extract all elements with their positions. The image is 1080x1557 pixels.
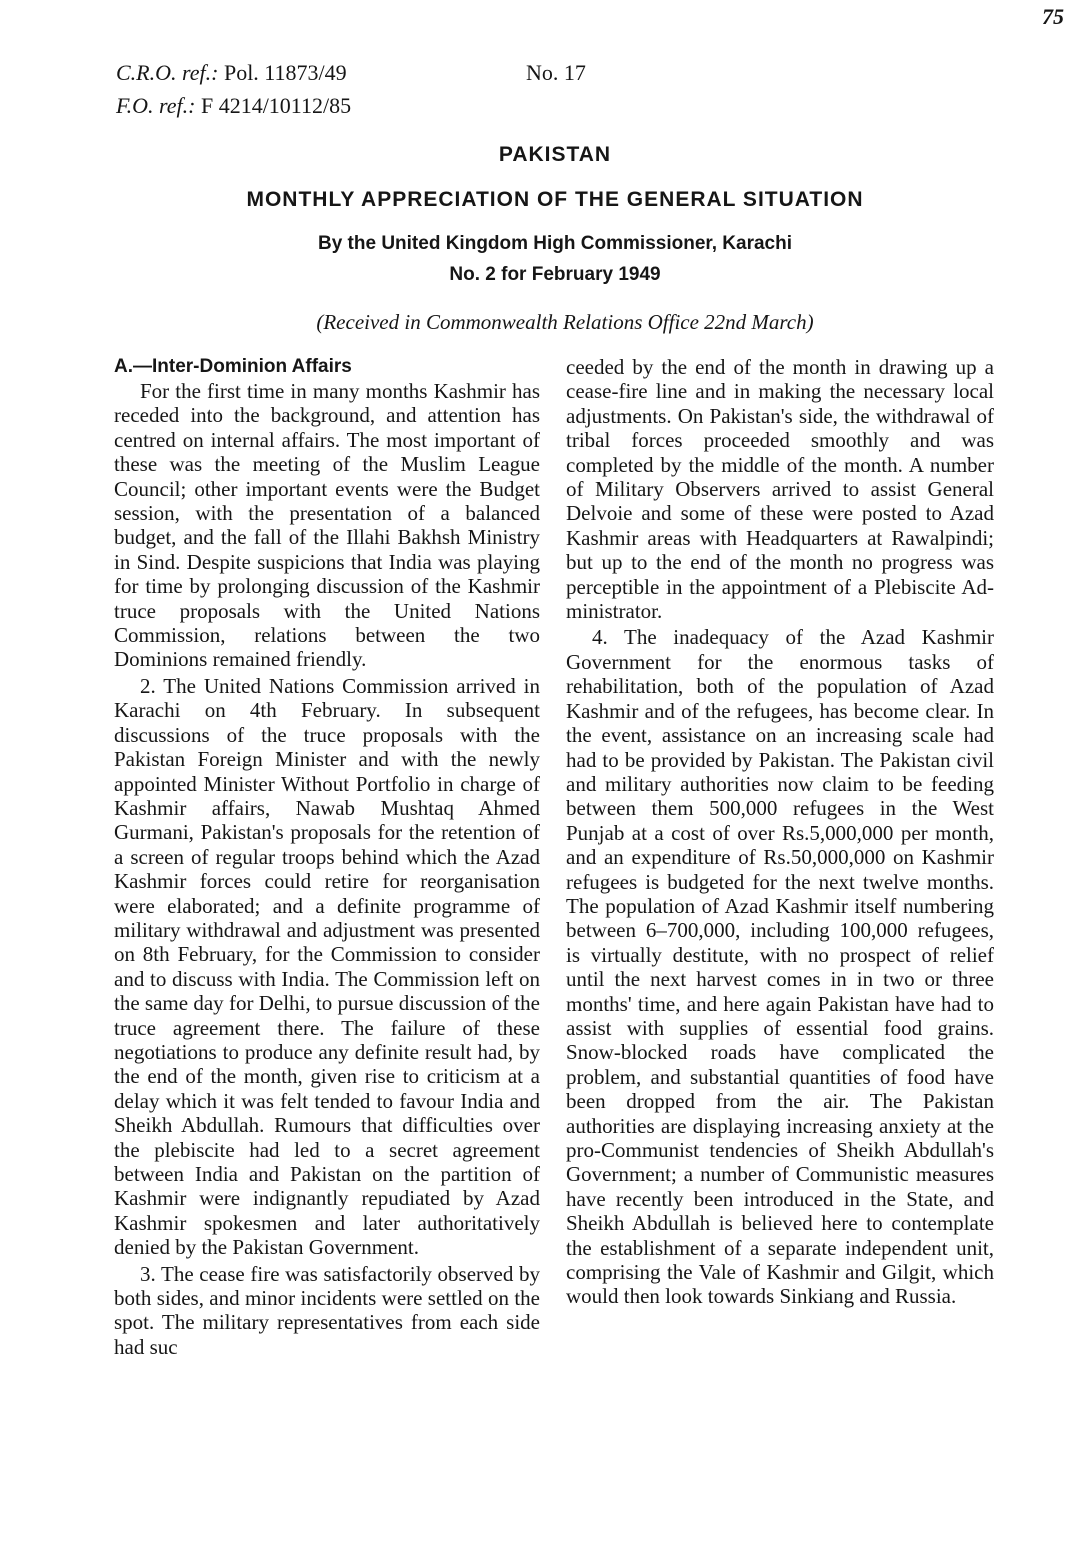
paragraph-4: 4. The inadequacy of the Azad Kashmir Government for the enormous tasks of rehabilitation, both of the population of Azad Kashmir and of the refugees, has become clear. In the event, assistance on an increasing scale had had to be provided by Pakistan. The Pakistan civil and military authorities now claim to be feeding between them 500,000 refugees in the West Punjab at a cost of over Rs.5,000,000 per month, and an expenditure of Rs.50,000,000 on Kashmir refugees is budgeted for the next twelve months. The population of Azad Kashmir itself numbering between 6–700,000, including 100,000 refugees, is virtually destitute, with no prospect of relief until the next harvest comes in in two or three months' time, and here again Pakistan have had to assist with supplies of essential food grains. Snow-blocked roads have complicated the problem, and substantial quantities of food have been dropped from the air. The Pakistan authorities are displaying increasing anxiety at the pro-Communist tendencies of Sheikh Abdullah's Government; a number of Communistic measures have recently been introduced in the State, and Sheikh Abdullah is believed here to contemplate the establishment of a separate independent unit, comprising the Vale of Kashmir and Gilgit, which would then look towards Sinkiang and Russia. [566, 625, 994, 1309]
paragraph-1: For the first time in many months Kashmir has receded into the background, and attention has centred on internal affairs. The most important of these was the meeting of the Muslim League Council; other important events were the Budget session, with the presentation of a balanced budget, and the fall of the Illahi Bakhsh Ministry in Sind. Despite suspicions that India was playing for time by prolonging discussion of the Kashmir truce proposals with the United Nations Commission, relations between the two Dominions remained friendly. [114, 379, 540, 672]
right-column [566, 355, 994, 1311]
paragraph-2: 2. The United Nations Commission arrived in Karachi on 4th February. In subsequent discussions of the truce proposals with the Pakistan Foreign Minister and with the newly appointed Minister Without Portfolio in charge of Kashmir affairs, Nawab Mushtaq Ahmed Gurmani, Pakistan's proposals for the retention of a screen of regular troops behind which the Azad Kashmir forces could retire for reorganisation were elaborated; and a definite programme of military withdrawal and adjustment was presented on 8th February, for the Commission to consider and to discuss with India. The Commission left on the same day for Delhi, to pursue discussion of the truce agreement there. The failure of these negotiations to produce any definite result had, by the end of the month, given rise to criticism at a delay which it was felt tended to favour India and Sheikh Abdullah. Rumours that difficulties over the plebiscite had led to a secret agreement between India and Pakistan on the partition of Kashmir were indignantly repudiated by Azad Kashmir spokesmen and later authoritatively denied by the Pakistan Government. [114, 673, 540, 1260]
left-column [114, 355, 540, 1361]
reference-block [116, 56, 351, 122]
country-heading: PAKISTAN [498, 143, 612, 166]
byline: By the United Kingdom High Commissioner, Karachi [317, 233, 792, 254]
received-note: (Received in Commonwealth Relations Office 22nd March) [316, 310, 814, 334]
page-number: 75 [1042, 4, 1064, 29]
fo-reference [116, 89, 351, 122]
paragraph-3-continued: ceeded by the end of the month in drawing up a cease-fire line and in making the necessary local adjustments. On Pakistan's side, the withdrawal of tribal forces proceeded smoothly and was completed by the middle of the month. A number of Military Observers arrived to assist General Delvoie and some of these were posted to Azad Kashmir areas with Headquarters at Rawalpindi; but up to the end of the month no progress was perceptible in the appointment of a Plebiscite Administrator. [566, 355, 994, 624]
cro-reference-label: C.R.O. ref.: [116, 60, 219, 85]
fo-reference-label: F.O. ref.: [116, 93, 196, 118]
document-number: No. 17 [526, 60, 586, 85]
fo-reference-value: F 4214/10112/85 [200, 93, 352, 118]
paragraph-3: 3. The cease fire was satisfactorily observed by both sides, and minor incidents were settled on the spot. The military representatives from each side had suc [114, 1261, 540, 1359]
cro-reference-value: Pol. 11873/49 [223, 60, 347, 85]
section-heading: A.—Inter-Dominion Affairs [114, 356, 352, 377]
issue-line: No. 2 for February 1949 [449, 264, 661, 285]
document-title: MONTHLY APPRECIATION OF THE GENERAL SITUATION [246, 188, 864, 211]
cro-reference [116, 56, 351, 89]
